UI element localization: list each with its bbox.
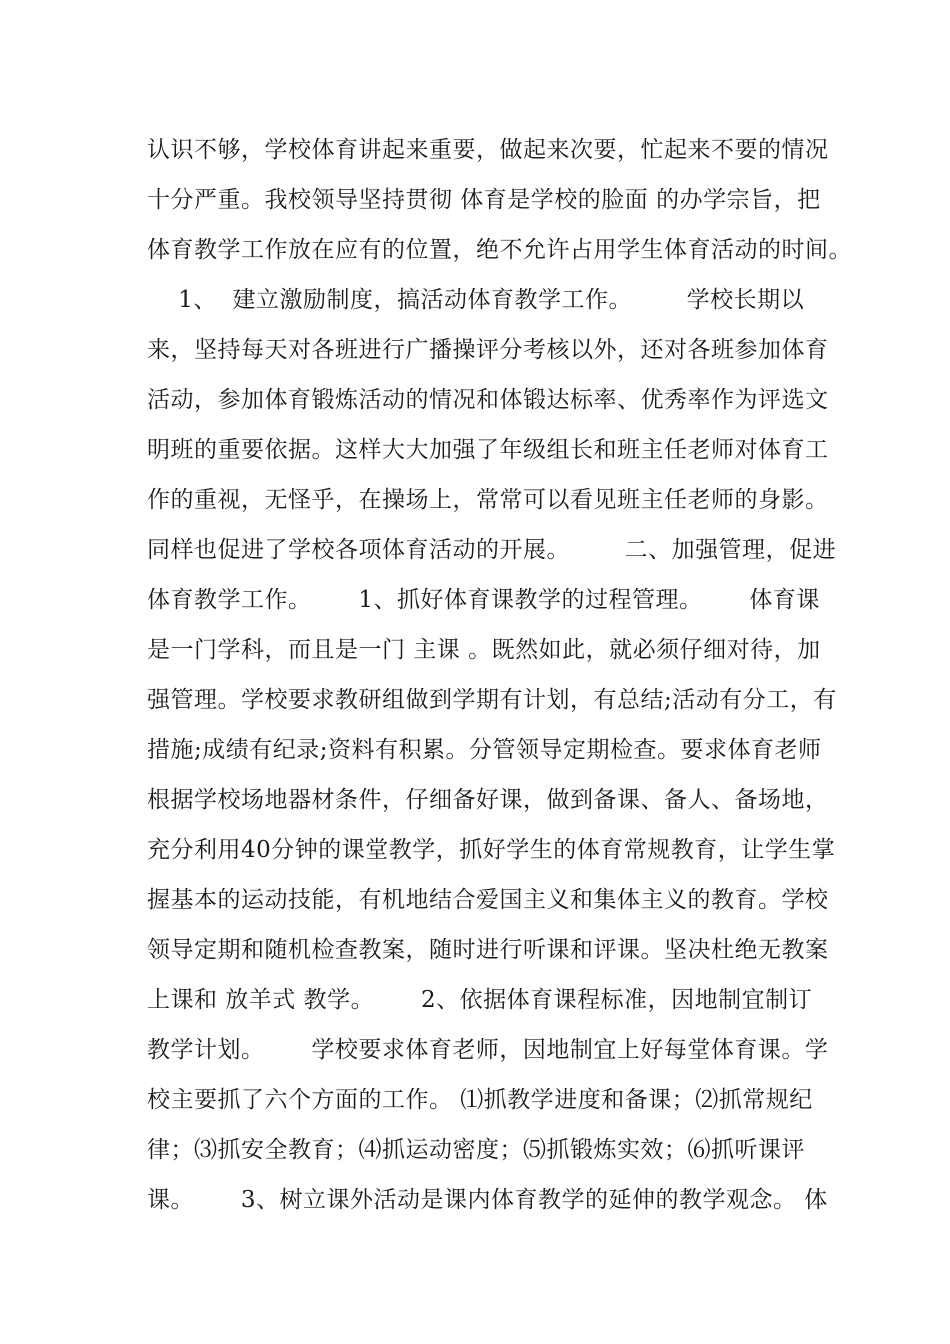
text-line: 认识不够，学校体育讲起来重要，做起来次要，忙起来不要的情况	[147, 137, 829, 163]
text-line: 强管理。学校要求教研组做到学期有计划，有总结;活动有分工，有	[147, 687, 837, 713]
text-line: 律；⑶抓安全教育；⑷抓运动密度；⑸抓锻炼实效；⑹抓听课评	[147, 1137, 805, 1163]
text-line: 充分利用40分钟的课堂教学，抓好学生的体育常规教育，让学生掌	[147, 837, 836, 863]
text-line: 十分严重。我校领导坚持贯彻 体育是学校的脸面 的办学宗旨，把	[147, 187, 821, 213]
text-line: 活动，参加体育锻炼活动的情况和体锻达标率、优秀率作为评选文	[147, 387, 829, 413]
text-line: 根据学校场地器材条件，仔细备好课，做到备课、备人、备场地，	[147, 787, 829, 813]
text-line: 课。 3、树立课外活动是课内体育教学的延伸的教学观念。 体	[147, 1187, 828, 1213]
text-line: 教学计划。 学校要求体育老师，因地制宜上好每堂体育课。学	[147, 1037, 829, 1063]
text-line: 作的重视，无怪乎，在操场上，常常可以看见班主任老师的身影。	[147, 487, 829, 513]
text-line: 上课和 放羊式 教学。 2、依据体育课程标准，因地制宜制订	[147, 987, 813, 1013]
text-line: 1、 建立激励制度，搞活动体育教学工作。 学校长期以	[147, 287, 805, 313]
text-line: 来，坚持每天对各班进行广播操评分考核以外，还对各班参加体育	[147, 337, 829, 363]
text-line: 体育教学工作。 1、抓好体育课教学的过程管理。 体育课	[147, 587, 820, 613]
text-line: 明班的重要依据。这样大大加强了年级组长和班主任老师对体育工	[147, 437, 829, 463]
text-line: 措施;成绩有纪录;资料有积累。分管领导定期检查。要求体育老师	[147, 737, 822, 763]
text-line: 体育教学工作放在应有的位置，绝不允许占用学生体育活动的时间。	[147, 237, 852, 263]
text-line: 握基本的运动技能，有机地结合爱国主义和集体主义的教育。学校	[147, 887, 829, 913]
text-line: 同样也促进了学校各项体育活动的开展。 二、加强管理，促进	[147, 537, 837, 563]
text-line: 是一门学科，而且是一门 主课 。既然如此，就必须仔细对待，加	[147, 637, 821, 663]
text-line: 领导定期和随机检查教案，随时进行听课和评课。坚决杜绝无教案	[147, 937, 829, 963]
text-line: 校主要抓了六个方面的工作。 ⑴抓教学进度和备课；⑵抓常规纪	[147, 1087, 813, 1113]
